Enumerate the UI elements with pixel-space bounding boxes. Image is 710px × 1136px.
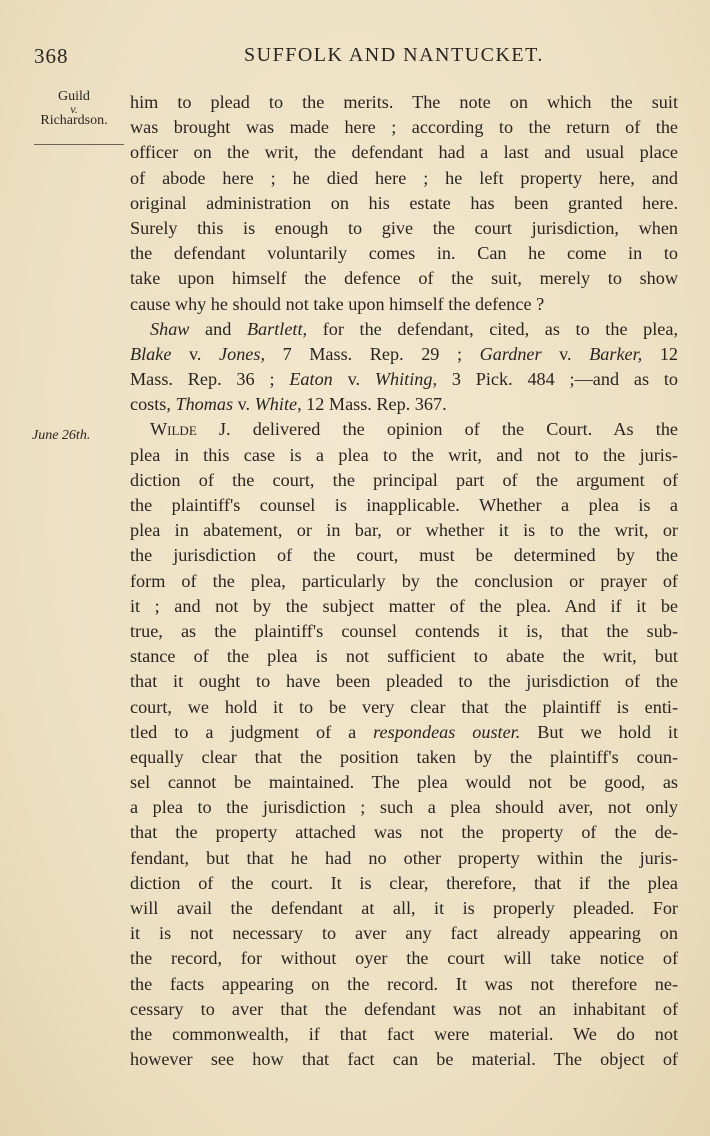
text-line: cause why he should not take upon himself the defence ? [130,293,545,314]
case-party: Barker, [589,343,643,364]
text-line: form of the plea, particularly by the conclusion or prayer of [130,570,678,591]
latin-term: respondeas ouster. [373,721,521,742]
text-line: that it ought to have been pleaded to the jurisdiction of the [130,671,678,692]
text-line: it is not necessary to aver any fact already appearing on [130,923,678,944]
text-line: that the property attached was not the property of the de- [130,822,678,843]
text-line: of abode here ; he died here ; he left property here, and [130,167,678,188]
text-line: will avail the defendant at all, it is properly pleaded. For [130,898,678,918]
text-line: the plaintiff's counsel is inapplicable. Whether a plea is a [130,495,678,515]
text-line: cessary to aver that the defendant was not an inhabitant of [130,998,678,1019]
body-text [130,90,678,1072]
text-line [130,317,678,342]
caption-versus: v. [70,102,78,116]
text-run: v. [171,343,220,364]
text-run: 12 [642,343,678,364]
text-line: true, as the plaintiff's counsel contends it is, that the sub- [130,620,678,641]
text-line: plea in this case is a plea to the writ, and not to the juris- [130,444,678,465]
text-line: the facts appearing on the record. It was not therefore ne- [130,973,678,994]
text-run: tled to a judgment of a [130,721,374,742]
counsel-name: Shaw [150,318,190,339]
page-header [34,44,684,78]
text-line: equally clear that the position taken by the plaintiff's coun- [130,746,678,767]
text-line: fendant, but that he had no other property within the juris- [130,847,678,868]
text-line [130,392,678,417]
caption-party-1: Guild [58,89,90,104]
text-run: v. [332,369,375,390]
text-line: plea in abatement, or in bar, or whether it is to the writ, or [130,520,678,541]
case-party: Thomas [175,394,234,415]
text-line: it ; and not by the subject matter of the plea. And if it be [130,595,678,616]
text-run: v. [233,394,255,415]
text-run: 12 Mass. Rep. 367. [301,394,447,415]
page-number: 368 [34,44,69,68]
text-line: Surely this is enough to give the court jurisdiction, when [130,217,678,238]
case-party: Whiting, [374,369,438,390]
text-run: v. [541,343,590,364]
text-run: 3 Pick. 484 ;—and as to [437,369,678,390]
text-line [130,417,678,442]
text-line: original administration on his estate has been granted here. [130,192,678,213]
text-line: him to plead to the merits. The note on which the suit [130,92,678,112]
running-title: SUFFOLK AND NANTUCKET. [244,44,544,66]
case-caption [22,90,126,128]
text-run: J. delivered the opinion of the Court. As the [196,419,678,440]
text-run: But we hold it [520,721,678,742]
text-line: the defendant voluntarily comes in. Can he come in to [130,243,678,264]
text-run: costs, [130,394,176,415]
margin-notes [0,0,128,1136]
text-line: the jurisdiction of the court, must be determined by the [130,545,678,566]
case-party: Jones, [219,343,265,364]
text-line [130,720,678,745]
text-run: Mass. Rep. 36 ; [130,369,290,390]
text-line: diction of the court, the principal part of the argument of [130,469,678,490]
text-line: take upon himself the defence of the suit, merely to show [130,268,678,289]
text-line [130,342,678,367]
case-party: White, [254,394,302,415]
case-party: Blake [130,343,172,364]
case-party: Eaton [289,369,333,390]
text-run: for the defendant, cited, as to the plea, [307,318,678,339]
text-line: was brought was made here ; according to the return of the [130,117,678,138]
caption-rule [34,144,124,145]
text-line: a plea to the jurisdiction ; such a plea should aver, not only [130,797,678,818]
text-line: diction of the court. It is clear, therefore, that if the plea [130,872,678,893]
case-party: Gardner [479,343,542,364]
judge-name: Wilde [150,419,197,440]
text-line: sel cannot be maintained. The plea would not be good, as [130,772,678,793]
caption-party-2: Richardson. [40,113,108,128]
text-line: court, we hold it to be very clear that the plaintiff is enti- [130,696,678,717]
text-line: the commonwealth, if that fact were material. We do not [130,1023,678,1044]
margin-date: June 26th. [32,428,91,443]
text-line: stance of the plea is not sufficient to abate the writ, but [130,646,678,667]
text-run: 7 Mass. Rep. 29 ; [265,343,480,364]
text-line: officer on the writ, the defendant had a last and usual place [130,142,678,163]
text-line: however see how that fact can be material. The object of [130,1049,678,1070]
counsel-name: Bartlett, [246,318,308,339]
text-run: and [189,318,247,339]
text-line: the record, for without oyer the court will take notice of [130,948,678,969]
text-line [130,367,678,392]
